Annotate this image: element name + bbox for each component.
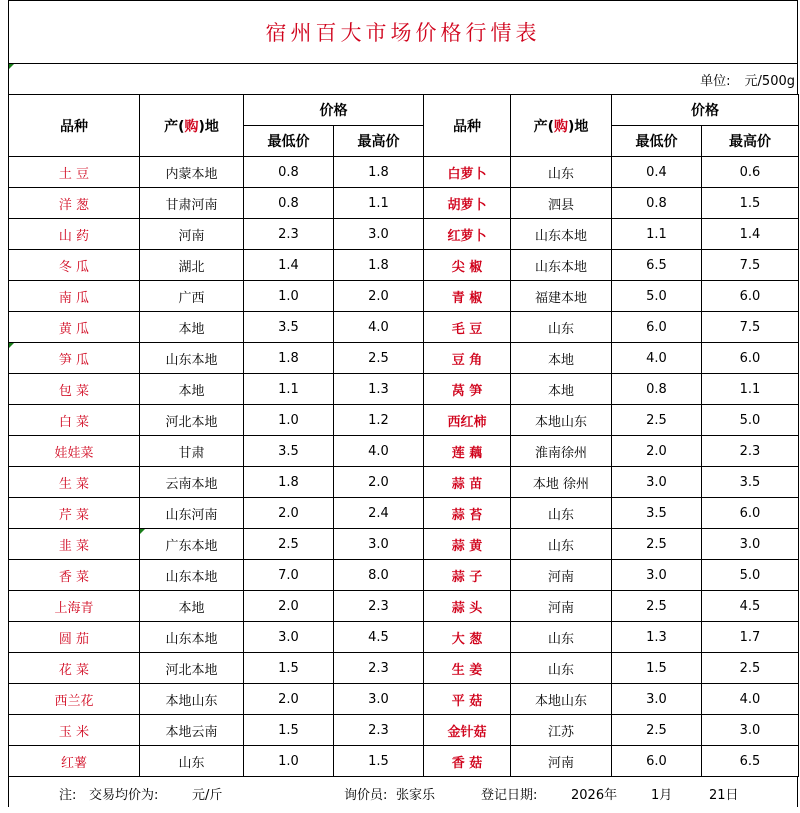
origin-cell-right[interactable]: 山东 (511, 312, 612, 343)
min-price-cell-right[interactable]: 1.1 (612, 219, 702, 250)
max-price-cell-right[interactable]: 1.5 (702, 188, 799, 219)
min-price-cell-left[interactable]: 2.0 (244, 498, 334, 529)
origin-cell-right[interactable]: 淮南徐州 (511, 436, 612, 467)
price-sheet (8, 0, 798, 807)
comment-marker-icon (9, 64, 14, 69)
min-price-cell-left[interactable]: 1.5 (244, 653, 334, 684)
min-price-cell-left[interactable]: 3.5 (244, 312, 334, 343)
variety-cell-left[interactable]: 圆 茄 (9, 622, 140, 653)
variety-cell-left[interactable]: 黄 瓜 (9, 312, 140, 343)
variety-cell-left[interactable]: 生 菜 (9, 467, 140, 498)
header-variety-right: 品种 (424, 95, 511, 157)
min-price-cell-left[interactable]: 1.1 (244, 374, 334, 405)
variety-cell-left[interactable]: 芹 菜 (9, 498, 140, 529)
table-row (9, 374, 799, 405)
origin-cell-left[interactable]: 山东本地 (140, 622, 244, 653)
max-price-cell-right[interactable]: 1.4 (702, 219, 799, 250)
variety-cell-right[interactable]: 蒜 子 (424, 560, 511, 591)
table-row (9, 467, 799, 498)
max-price-cell-right[interactable]: 1.7 (702, 622, 799, 653)
variety-cell-right[interactable]: 红萝卜 (424, 219, 511, 250)
variety-cell-right[interactable]: 毛 豆 (424, 312, 511, 343)
min-price-cell-left[interactable]: 1.0 (244, 281, 334, 312)
origin-cell-right[interactable]: 山东 (511, 157, 612, 188)
origin-cell-left[interactable]: 本地 (140, 374, 244, 405)
origin-cell-right[interactable]: 本地山东 (511, 684, 612, 715)
table-row (9, 746, 799, 777)
origin-cell-left[interactable]: 广西 (140, 281, 244, 312)
table-row (9, 343, 799, 374)
min-price-cell-left[interactable]: 1.8 (244, 467, 334, 498)
table-row (9, 219, 799, 250)
comment-marker-icon (9, 343, 14, 348)
origin-cell-left[interactable]: 河北本地 (140, 653, 244, 684)
min-price-cell-left[interactable]: 1.8 (244, 343, 334, 374)
variety-cell-right[interactable]: 白萝卜 (424, 157, 511, 188)
variety-cell-right[interactable]: 蒜 头 (424, 591, 511, 622)
origin-cell-right[interactable]: 江苏 (511, 715, 612, 746)
table-row (9, 157, 799, 188)
min-price-cell-right[interactable]: 6.0 (612, 312, 702, 343)
footer-day: 21日 (709, 788, 739, 803)
header-price-left: 价格 (244, 95, 424, 126)
min-price-cell-right[interactable]: 3.0 (612, 467, 702, 498)
table-row (9, 312, 799, 343)
footer-inquirer-label: 询价员: (344, 788, 388, 803)
origin-cell-right[interactable]: 泗县 (511, 188, 612, 219)
origin-cell-left[interactable]: 湖北 (140, 250, 244, 281)
max-price-cell-left[interactable]: 4.0 (334, 312, 424, 343)
table-row (9, 436, 799, 467)
table-row (9, 622, 799, 653)
origin-cell-right[interactable]: 河南 (511, 560, 612, 591)
min-price-cell-right[interactable]: 4.0 (612, 343, 702, 374)
footer-avg-unit: 元/斤 (192, 788, 223, 803)
footer-avg-label: 交易均价为: (89, 788, 159, 803)
origin-cell-right[interactable]: 山东 (511, 529, 612, 560)
max-price-cell-left[interactable]: 1.8 (334, 157, 424, 188)
min-price-cell-right[interactable]: 1.3 (612, 622, 702, 653)
table-row (9, 498, 799, 529)
variety-cell-right[interactable]: 蒜 苗 (424, 467, 511, 498)
max-price-cell-left[interactable]: 1.2 (334, 405, 424, 436)
table-row (9, 591, 799, 622)
variety-cell-right[interactable]: 金针菇 (424, 715, 511, 746)
min-price-cell-left[interactable]: 0.8 (244, 188, 334, 219)
variety-cell-left[interactable]: 娃娃菜 (9, 436, 140, 467)
unit-value: 元/500g (744, 73, 795, 89)
variety-cell-right[interactable]: 西红柿 (424, 405, 511, 436)
max-price-cell-left[interactable]: 2.3 (334, 715, 424, 746)
variety-cell-right[interactable]: 莴 笋 (424, 374, 511, 405)
footer-note-label: 注: (59, 788, 77, 803)
variety-cell-right[interactable]: 胡萝卜 (424, 188, 511, 219)
min-price-cell-right[interactable]: 3.5 (612, 498, 702, 529)
variety-cell-left[interactable]: 红薯 (9, 746, 140, 777)
min-price-cell-right[interactable]: 2.5 (612, 529, 702, 560)
max-price-cell-left[interactable]: 2.3 (334, 591, 424, 622)
origin-cell-right[interactable]: 山东本地 (511, 219, 612, 250)
variety-cell-right[interactable]: 莲 藕 (424, 436, 511, 467)
origin-cell-right[interactable]: 山东 (511, 498, 612, 529)
min-price-cell-left[interactable]: 2.0 (244, 591, 334, 622)
min-price-cell-right[interactable]: 6.0 (612, 746, 702, 777)
variety-cell-left[interactable]: 上海青 (9, 591, 140, 622)
variety-cell-right[interactable]: 生 姜 (424, 653, 511, 684)
variety-cell-right[interactable]: 大 葱 (424, 622, 511, 653)
max-price-cell-left[interactable]: 1.3 (334, 374, 424, 405)
min-price-cell-left[interactable]: 0.8 (244, 157, 334, 188)
variety-cell-right[interactable]: 香 菇 (424, 746, 511, 777)
max-price-cell-left[interactable]: 3.0 (334, 684, 424, 715)
header-max-left: 最高价 (334, 126, 424, 157)
max-price-cell-left[interactable]: 4.0 (334, 436, 424, 467)
max-price-cell-right[interactable]: 5.0 (702, 560, 799, 591)
origin-cell-left[interactable]: 山东本地 (140, 343, 244, 374)
min-price-cell-right[interactable]: 2.5 (612, 591, 702, 622)
max-price-cell-right[interactable]: 7.5 (702, 250, 799, 281)
origin-cell-left[interactable]: 内蒙本地 (140, 157, 244, 188)
origin-cell-left[interactable]: 山东 (140, 746, 244, 777)
max-price-cell-right[interactable]: 6.0 (702, 281, 799, 312)
min-price-cell-right[interactable]: 3.0 (612, 560, 702, 591)
table-row (9, 684, 799, 715)
unit-row (8, 63, 798, 94)
max-price-cell-left[interactable]: 2.0 (334, 281, 424, 312)
unit-label: 单位: (700, 73, 731, 89)
origin-cell-left[interactable]: 河南 (140, 219, 244, 250)
origin-cell-left[interactable]: 本地云南 (140, 715, 244, 746)
variety-cell-right[interactable]: 青 椒 (424, 281, 511, 312)
max-price-cell-left[interactable]: 1.1 (334, 188, 424, 219)
max-price-cell-left[interactable]: 3.0 (334, 529, 424, 560)
variety-cell-left[interactable]: 包 菜 (9, 374, 140, 405)
max-price-cell-left[interactable]: 1.8 (334, 250, 424, 281)
min-price-cell-left[interactable]: 3.5 (244, 436, 334, 467)
max-price-cell-right[interactable]: 4.0 (702, 684, 799, 715)
max-price-cell-right[interactable]: 6.0 (702, 498, 799, 529)
table-row (9, 529, 799, 560)
footer-date-label: 登记日期: (481, 788, 538, 803)
origin-cell-left[interactable]: 山东本地 (140, 560, 244, 591)
variety-cell-left[interactable]: 西兰花 (9, 684, 140, 715)
origin-cell-left[interactable]: 甘肃河南 (140, 188, 244, 219)
max-price-cell-left[interactable]: 2.0 (334, 467, 424, 498)
comment-marker-icon (140, 529, 145, 534)
max-price-cell-right[interactable]: 0.6 (702, 157, 799, 188)
min-price-cell-right[interactable]: 1.5 (612, 653, 702, 684)
max-price-cell-left[interactable]: 2.5 (334, 343, 424, 374)
origin-cell-right[interactable]: 福建本地 (511, 281, 612, 312)
max-price-cell-right[interactable]: 7.5 (702, 312, 799, 343)
origin-cell-left[interactable]: 云南本地 (140, 467, 244, 498)
header-origin-left: 产(购)地 (140, 95, 244, 157)
min-price-cell-left[interactable]: 2.3 (244, 219, 334, 250)
variety-cell-left[interactable]: 笋 瓜 (9, 343, 140, 374)
origin-cell-left[interactable]: 本地山东 (140, 684, 244, 715)
min-price-cell-right[interactable]: 2.0 (612, 436, 702, 467)
min-price-cell-left[interactable]: 7.0 (244, 560, 334, 591)
price-table (8, 94, 799, 777)
min-price-cell-left[interactable]: 3.0 (244, 622, 334, 653)
origin-cell-right[interactable]: 本地 徐州 (511, 467, 612, 498)
variety-cell-right[interactable]: 尖 椒 (424, 250, 511, 281)
origin-cell-left[interactable]: 本地 (140, 591, 244, 622)
min-price-cell-left[interactable]: 1.4 (244, 250, 334, 281)
max-price-cell-left[interactable]: 3.0 (334, 219, 424, 250)
max-price-cell-right[interactable]: 1.1 (702, 374, 799, 405)
max-price-cell-right[interactable]: 3.0 (702, 715, 799, 746)
footer-row (8, 777, 798, 807)
min-price-cell-right[interactable]: 2.5 (612, 715, 702, 746)
min-price-cell-right[interactable]: 2.5 (612, 405, 702, 436)
footer-month: 1月 (651, 788, 673, 803)
variety-cell-left[interactable]: 玉 米 (9, 715, 140, 746)
min-price-cell-left[interactable]: 1.0 (244, 405, 334, 436)
origin-cell-right[interactable]: 河南 (511, 746, 612, 777)
min-price-cell-right[interactable]: 6.5 (612, 250, 702, 281)
max-price-cell-right[interactable]: 6.0 (702, 343, 799, 374)
min-price-cell-right[interactable]: 0.8 (612, 188, 702, 219)
origin-cell-left[interactable]: 广东本地 (140, 529, 244, 560)
title-row (8, 0, 798, 63)
min-price-cell-right[interactable]: 0.8 (612, 374, 702, 405)
variety-cell-right[interactable]: 蒜 黄 (424, 529, 511, 560)
variety-cell-left[interactable]: 洋 葱 (9, 188, 140, 219)
max-price-cell-left[interactable]: 4.5 (334, 622, 424, 653)
max-price-cell-right[interactable]: 3.5 (702, 467, 799, 498)
origin-cell-left[interactable]: 山东河南 (140, 498, 244, 529)
max-price-cell-right[interactable]: 5.0 (702, 405, 799, 436)
origin-cell-right[interactable]: 山东 (511, 653, 612, 684)
sheet-title: 宿州百大市场价格行情表 (265, 21, 541, 45)
table-row (9, 715, 799, 746)
header-price-right: 价格 (612, 95, 799, 126)
max-price-cell-right[interactable]: 2.5 (702, 653, 799, 684)
origin-cell-left[interactable]: 甘肃 (140, 436, 244, 467)
origin-cell-right[interactable]: 本地 (511, 374, 612, 405)
origin-cell-right[interactable]: 山东 (511, 622, 612, 653)
variety-cell-left[interactable]: 花 菜 (9, 653, 140, 684)
max-price-cell-right[interactable]: 4.5 (702, 591, 799, 622)
origin-cell-left[interactable]: 河北本地 (140, 405, 244, 436)
header-origin-right: 产(购)地 (511, 95, 612, 157)
variety-cell-left[interactable]: 山 药 (9, 219, 140, 250)
variety-cell-left[interactable]: 土 豆 (9, 157, 140, 188)
header-max-right: 最高价 (702, 126, 799, 157)
max-price-cell-right[interactable]: 2.3 (702, 436, 799, 467)
header-row-1 (9, 95, 799, 126)
max-price-cell-left[interactable]: 2.4 (334, 498, 424, 529)
header-variety-left: 品种 (9, 95, 140, 157)
variety-cell-left[interactable]: 南 瓜 (9, 281, 140, 312)
variety-cell-left[interactable]: 冬 瓜 (9, 250, 140, 281)
max-price-cell-left[interactable]: 2.3 (334, 653, 424, 684)
min-price-cell-right[interactable]: 5.0 (612, 281, 702, 312)
footer-year: 2026年 (571, 788, 618, 803)
origin-cell-left[interactable]: 本地 (140, 312, 244, 343)
table-row (9, 250, 799, 281)
max-price-cell-left[interactable]: 8.0 (334, 560, 424, 591)
min-price-cell-right[interactable]: 3.0 (612, 684, 702, 715)
table-row (9, 560, 799, 591)
header-min-left: 最低价 (244, 126, 334, 157)
variety-cell-left[interactable]: 白 菜 (9, 405, 140, 436)
origin-cell-right[interactable]: 本地 (511, 343, 612, 374)
variety-cell-right[interactable]: 平 菇 (424, 684, 511, 715)
max-price-cell-right[interactable]: 3.0 (702, 529, 799, 560)
min-price-cell-left[interactable]: 1.5 (244, 715, 334, 746)
origin-cell-right[interactable]: 河南 (511, 591, 612, 622)
min-price-cell-right[interactable]: 0.4 (612, 157, 702, 188)
origin-cell-right[interactable]: 山东本地 (511, 250, 612, 281)
min-price-cell-left[interactable]: 1.0 (244, 746, 334, 777)
table-row (9, 405, 799, 436)
table-row (9, 653, 799, 684)
footer-inquirer: 张家乐 (396, 788, 436, 803)
variety-cell-right[interactable]: 蒜 苔 (424, 498, 511, 529)
min-price-cell-left[interactable]: 2.5 (244, 529, 334, 560)
table-row (9, 281, 799, 312)
variety-cell-right[interactable]: 豆 角 (424, 343, 511, 374)
min-price-cell-left[interactable]: 2.0 (244, 684, 334, 715)
header-min-right: 最低价 (612, 126, 702, 157)
table-row (9, 188, 799, 219)
max-price-cell-left[interactable]: 1.5 (334, 746, 424, 777)
variety-cell-left[interactable]: 韭 菜 (9, 529, 140, 560)
variety-cell-left[interactable]: 香 菜 (9, 560, 140, 591)
max-price-cell-right[interactable]: 6.5 (702, 746, 799, 777)
origin-cell-right[interactable]: 本地山东 (511, 405, 612, 436)
